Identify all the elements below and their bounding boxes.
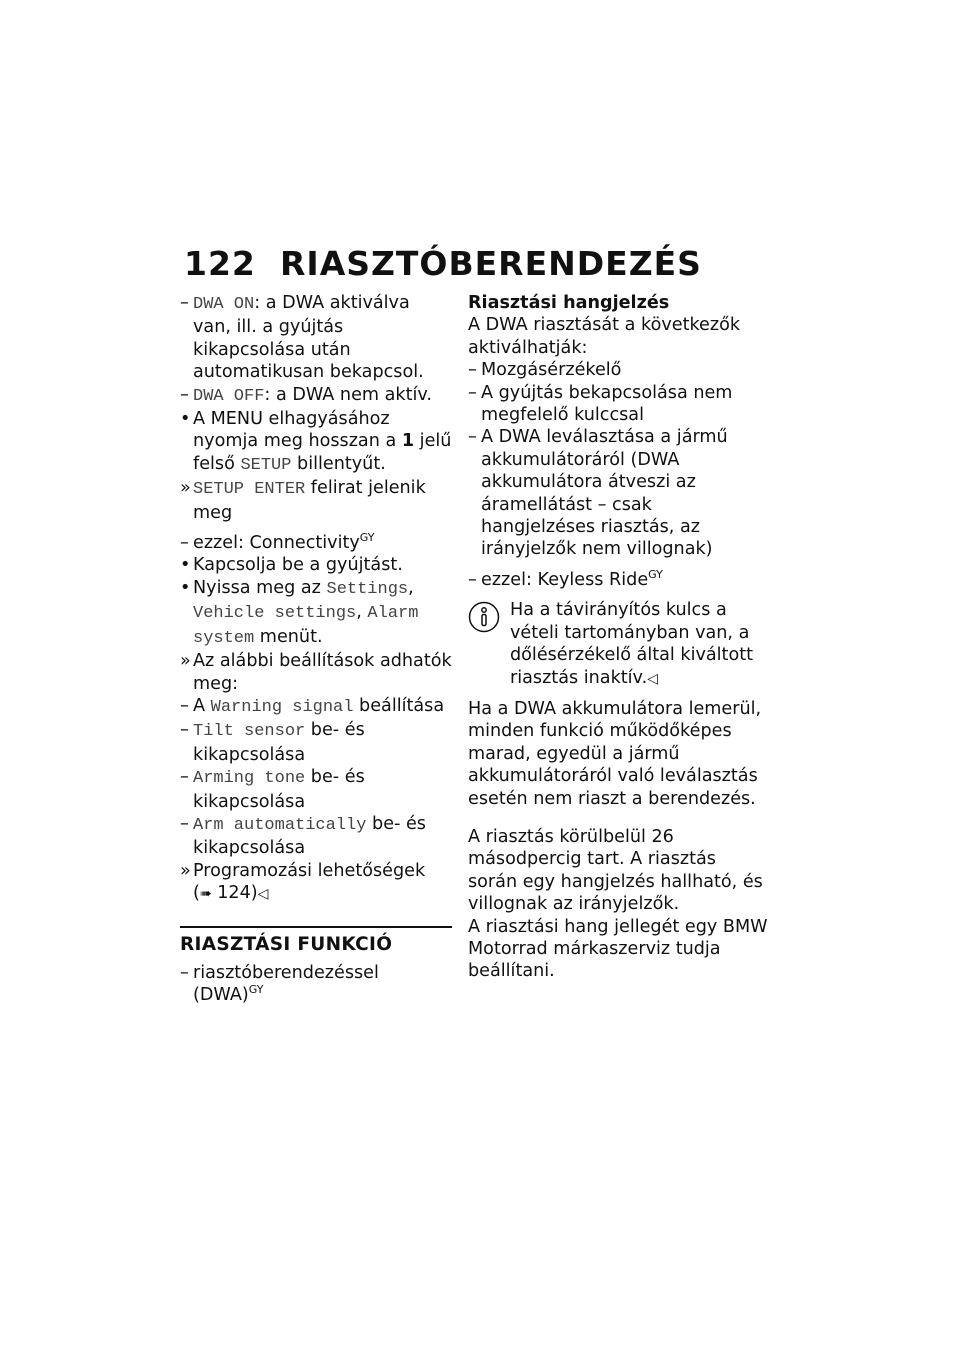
- list-item: – A DWA leválasztása a jármű akkumulátoráról (DWA akkumulátora átveszi az áramellátást – csak hangjelzéses riasztás, az irányjelzők nem villognak): [468, 427, 728, 560]
- code-text: Warning signal: [210, 697, 354, 717]
- list-item: – riasztóberendezéssel (DWA)$^{GY}$: [180, 962, 379, 1006]
- list-item: – DWA ON: a DWA aktiválva van, ill. a gyújtás kikapcsolása után automatikusan bekapcsol.: [180, 293, 424, 383]
- section-divider: [180, 926, 452, 928]
- list-item: » Az alábbi beállítások adhatók meg:: [180, 651, 452, 694]
- note-text: Ha a távirányítós kulcs a vételi tartományban van, a dőlésérzékelő által kiváltott riasztás inaktív.: [510, 600, 754, 688]
- list-item: – A Warning signal beállítása: [180, 695, 445, 717]
- intro-text: A DWA riasztását a következők aktiválhatják:: [468, 315, 741, 358]
- code-text: SETUP ENTER: [193, 480, 306, 500]
- info-note: [468, 599, 768, 690]
- list-item: – Arm automatically be- és kikapcsolása: [180, 813, 426, 859]
- list-item: » SETUP ENTER felirat jelenik meg: [180, 478, 426, 523]
- code-text: SETUP: [240, 455, 292, 475]
- list-item: • A MENU elhagyásához nyomja meg hosszan a 1 jelű felső SETUP billentyűt.: [180, 409, 452, 475]
- page-header: [184, 244, 702, 283]
- list-item: • Kapcsolja be a gyújtást.: [180, 555, 403, 576]
- list-item: – Tilt sensor be- és kikapcsolása: [180, 720, 365, 765]
- paragraph: Ha a DWA akkumulátora lemerül, minden funkció működőképes marad, egyedül a jármű akkumulátoráról való leválasztás esetén nem riaszt a berendezés.: [468, 698, 762, 809]
- code-text: Arming tone: [193, 769, 306, 789]
- end-marker-icon: ◁: [257, 886, 269, 903]
- code-text: DWA ON: [193, 295, 255, 314]
- paragraph: A riasztási hang jellegét egy BMW Motorrad márkaszerviz tudja beállítani.: [468, 916, 768, 982]
- list-item: – Mozgásérzékelő: [468, 360, 622, 381]
- list-item: • Nyissa meg az Settings, Vehicle settings, Alarm system menüt.: [180, 577, 419, 648]
- info-icon: [468, 601, 500, 633]
- list-item: – Arming tone be- és kikapcsolása: [180, 767, 365, 812]
- code-text: Tilt sensor: [193, 722, 306, 742]
- paragraph: A riasztás körülbelül 26 másodpercig tart. A riasztás során egy hangjelzés hallható, és villognak az irányjelzők.: [468, 826, 763, 915]
- list-item: – ezzel: Connectivity$^{GY}$: [180, 531, 375, 554]
- code-text: Arm automatically: [193, 815, 367, 835]
- left-column: [180, 292, 452, 1007]
- list-item: – ezzel: Keyless Ride$^{GY}$: [468, 567, 663, 590]
- code-text: DWA OFF: [193, 386, 265, 406]
- code-text: Vehicle settings: [193, 604, 357, 624]
- code-text: Settings: [326, 579, 409, 599]
- page-reference-arrow-icon: ➠: [199, 886, 212, 903]
- page-number: 122: [184, 244, 256, 283]
- right-column: [468, 292, 768, 983]
- end-marker-icon: ◁: [647, 670, 658, 687]
- chapter-title: RIASZTÓBERENDEZÉS: [280, 244, 702, 283]
- list-item: – A gyújtás bekapcsolása nem megfelelő kulccsal: [468, 382, 733, 426]
- list-item: – DWA OFF: a DWA nem aktív.: [180, 384, 433, 406]
- section-title: RIASZTÁSI FUNKCIÓ: [180, 933, 393, 955]
- subsection-title: Riasztási hangjelzés: [468, 293, 670, 313]
- code-text: Alarm system: [193, 604, 419, 648]
- list-item: » Programozási lehetőségek (➠ 124)◁: [180, 860, 426, 904]
- page-reference-link[interactable]: 124): [217, 883, 258, 904]
